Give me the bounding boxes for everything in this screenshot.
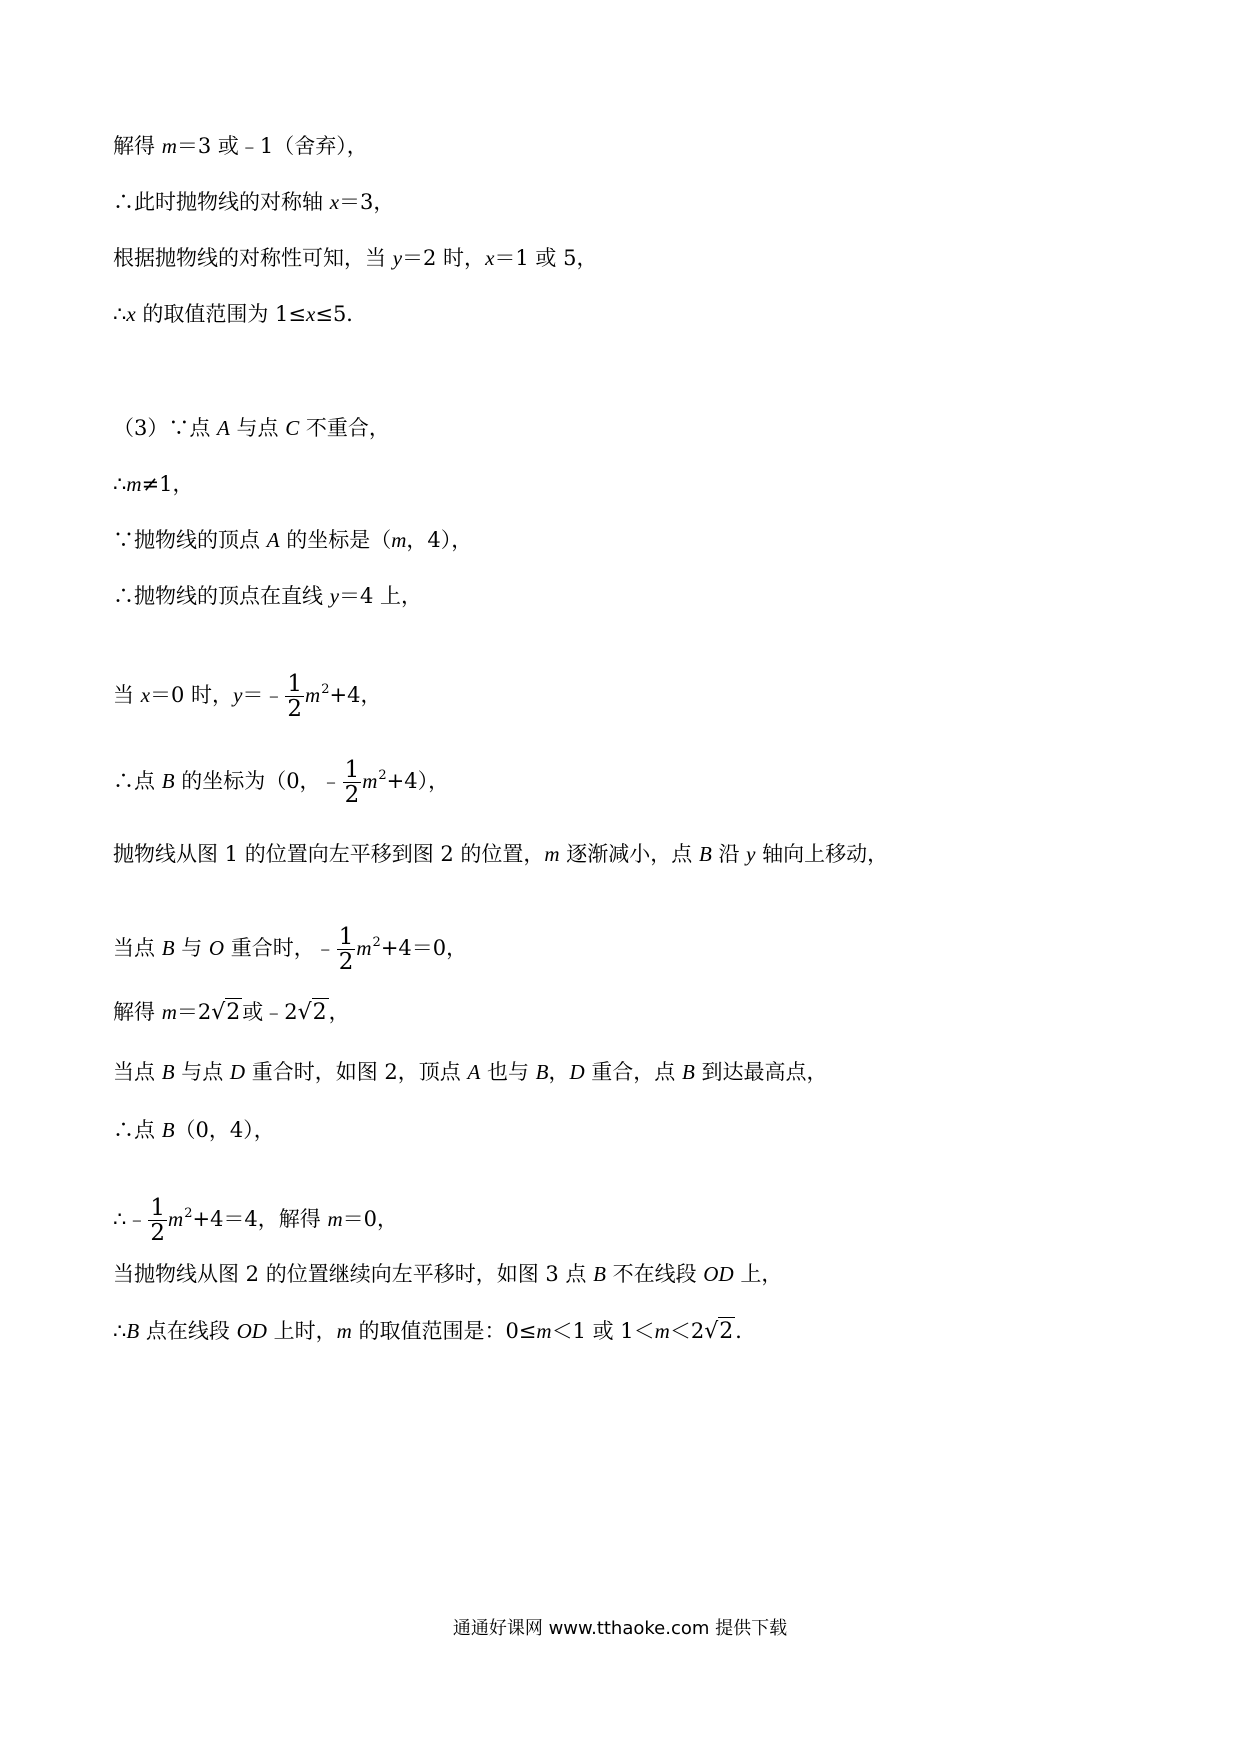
solution-line-13: 解得 m＝2√2或﹣2√2， [113,1000,350,1025]
solution-line-11: 抛物线从图 1 的位置向左平移到图 2 的位置，m 逐渐减小，点 B 沿 y 轴向上移动， [113,842,889,866]
fraction-half: $\frac{1}{2}$ [287,671,303,723]
fraction-half: $\frac{1}{2}$ [338,924,354,976]
solution-line-10: ∴点 B 的坐标为（0，﹣ $\frac{1}{2}$ $m^2+4$）， [113,757,450,809]
solution-line-4: ∴x 的取值范围为 1≤x≤5． [113,302,368,326]
solution-line-15: ∴点 B（0，4）， [113,1118,275,1142]
fraction-half: $\frac{1}{2}$ [150,1195,166,1247]
solution-line-17: 当抛物线从图 2 的位置继续向左平移时，如图 3 点 B 不在线段 OD 上， [113,1262,783,1286]
square-root: √2 [704,1319,734,1344]
solution-line-18: ∴B 点在线段 OD 上时，m 的取值范围是：0≤m＜1 或 1＜m＜2√2． [113,1319,757,1344]
solution-line-9: 当 x＝0 时，y＝﹣ $\frac{1}{2}$ $m^2+4$， [113,671,382,723]
solution-line-2: ∴此时抛物线的对称轴 x＝3， [113,190,395,214]
solution-line-8: ∴抛物线的顶点在直线 y＝4 上， [113,584,423,608]
square-root: √2 [297,1000,327,1025]
fraction-half: $\frac{1}{2}$ [344,757,360,809]
square-root: √2 [211,1000,241,1025]
solution-line-6: ∴m≠1， [113,472,194,496]
solution-line-3: 根据抛物线的对称性可知，当 y＝2 时，x＝1 或 5， [113,246,598,270]
solution-line-14: 当点 B 与点 D 重合时，如图 2，顶点 A 也与 B，D 重合，点 B 到达最高点， [113,1060,828,1084]
solution-line-12: 当点 B 与 O 重合时，﹣ $\frac{1}{2}$ $m^2+4=0$， [113,924,468,976]
solution-line-7: ∵抛物线的顶点 A 的坐标是（m，4）， [113,528,473,552]
solution-line-1: 解得 m＝3 或﹣1（舍弃）， [113,134,368,158]
solution-line-16: ∴﹣ $\frac{1}{2}$ $m^2+4=4$，解得 m＝0， [113,1195,399,1247]
page-footer: 通通好课网 www.tthaoke.com 提供下载 [452,1618,788,1639]
solution-line-5: （3）∵点 A 与点 C 不重合， [113,416,390,440]
